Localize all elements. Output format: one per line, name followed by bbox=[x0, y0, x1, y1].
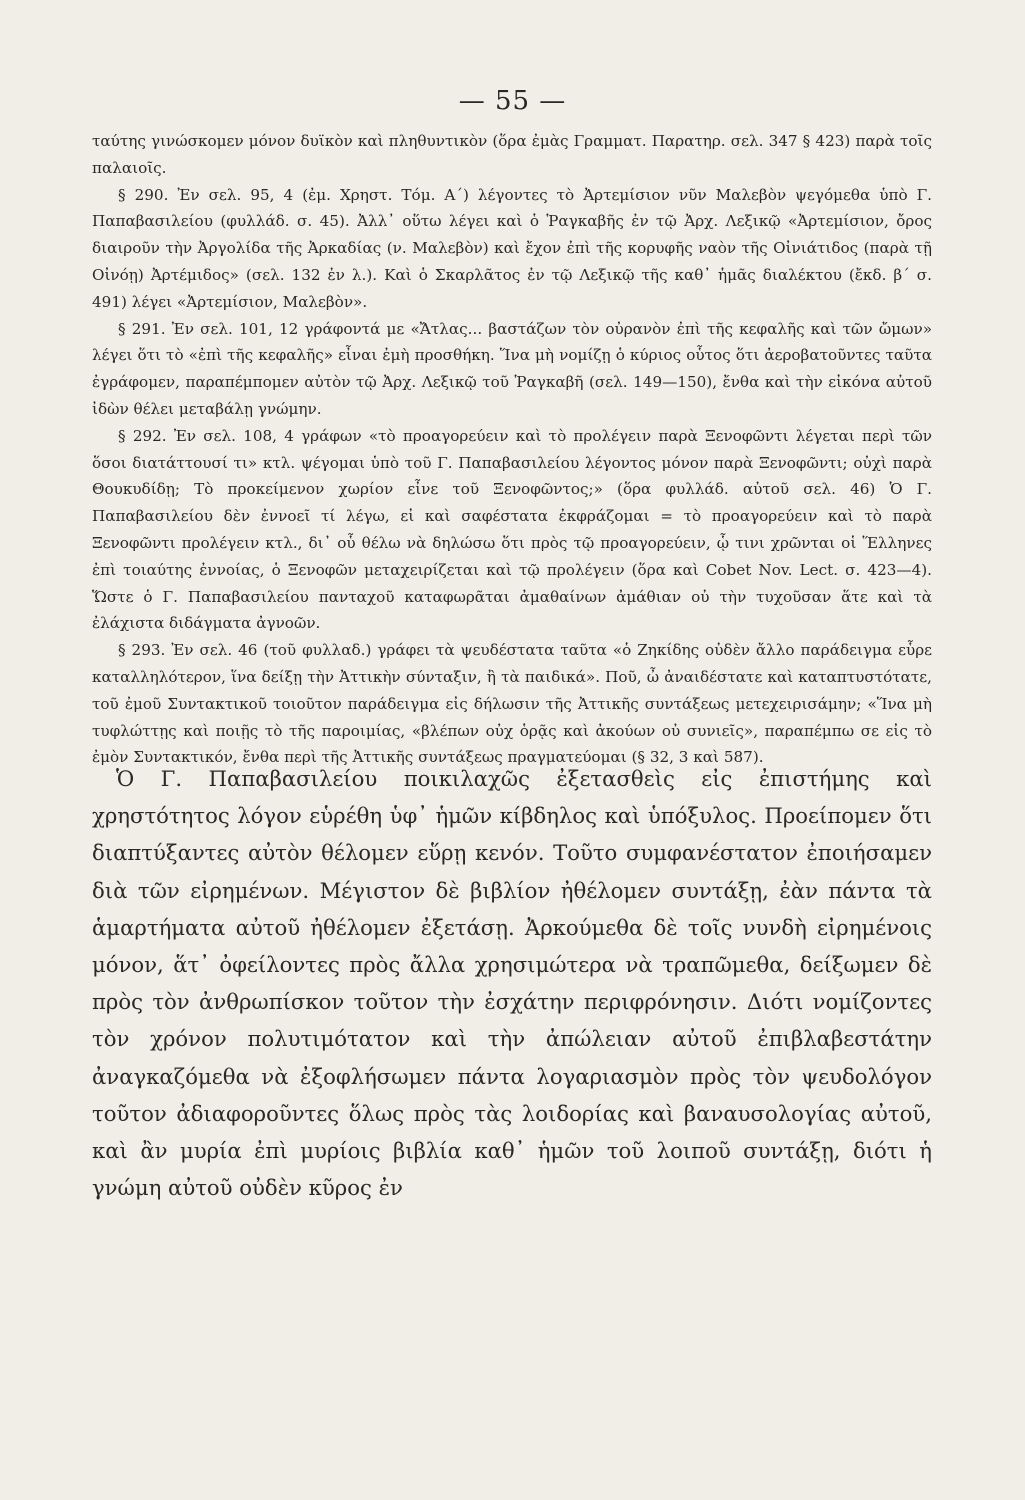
section-293: § 293. Ἐν σελ. 46 (τοῦ φυλλαδ.) γράφει τὰ ψευδέστατα ταῦτα «ὁ Ζηκίδης οὐδὲν ἄλλο παράδειγμα εὗρε καταλληλότερον, ἵνα δείξῃ τὴν Ἀττικὴν σύνταξιν, ἢ τὰ παιδικά». Ποῦ, ὦ ἀναιδέστατε καὶ καταπτυστότατε, τοῦ ἐμοῦ Συντακτικοῦ τοιοῦτον παράδειγμα εἰς δήλωσιν τῆς Ἀττικῆς συντάξεως μετεχειρισάμην; «Ἵνα μὴ τυφλώττῃς καὶ ποιῇς τὸ τῆς παροιμίας, «βλέπων οὐχ ὁρᾷς καὶ ἀκούων οὐ συνιεῖς», παραπέμπω σε εἰς τὸ ἐμὸν Συντακτικόν, ἔνθα περὶ τῆς Ἀττικῆς συντάξεως πραγματεύομαι (§ 32, 3 καὶ 587). bbox=[92, 641, 932, 767]
section-291: § 291. Ἐν σελ. 101, 12 γράφοντά με «Ἄτλας... βαστάζων τὸν οὐρανὸν ἐπὶ τῆς κεφαλῆς καὶ τῶν ὤμων» λέγει ὅτι τὸ «ἐπὶ τῆς κεφαλῆς» εἶναι ἐμὴ προσθήκη. Ἵνα μὴ νομίζῃ ὁ κύριος οὗτος ὅτι ἀεροβατοῦντες ταῦτα ἐγράφομεν, παραπέμπομεν αὐτὸν τῷ Ἀρχ. Λεξικῷ τοῦ Ῥαγκαβῆ (σελ. 149—150), ἔνθα καὶ τὴν εἰκόνα αὐτοῦ ἰδὼν θέλει μεταβάλῃ γνώμην. bbox=[92, 319, 932, 418]
conclusion-paragraph: Ὁ Γ. Παπαβασιλείου ποικιλαχῶς ἐξετασθεὶς εἰς ἐπιστήμης καὶ χρηστότητος λόγον εὑρέθη ὑφ᾽ ἡμῶν κίβδηλος καὶ ὑπόξυλος. Προείπομεν ὅτι διαπτύξαντες αὐτὸν θέλομεν εὕρῃ κενόν. Τοῦτο συμφανέστατον ἐποιήσαμεν διὰ τῶν εἰρημένων. Μέγιστον δὲ βιβλίον ἠθέλομεν συντάξῃ, ἐὰν πάντα τὰ ἁμαρτήματα αὐτοῦ ἠθέλομεν ἐξετάσῃ. Ἀρκούμεθα δὲ τοῖς νυνδὴ εἰρημένοις μόνον, ἅτ᾽ ὀφείλοντες πρὸς ἄλλα χρησιμώτερα νὰ τραπῶμεθα, δείξωμεν δὲ πρὸς τὸν ἀνθρωπίσκον τοῦτον τὴν ἐσχάτην περιφρόνησιν. Διότι νομίζοντες τὸν χρόνον πολυτιμότατον καὶ τὴν ἀπώλειαν αὐτοῦ ἐπιβλαβεστάτην ἀναγκαζόμεθα νὰ ἐξοφλήσωμεν πάντα λογαριασμὸν πρὸς τὸν ψευδολόγον τοῦτον ἀδιαφοροῦντες ὅλως πρὸς τὰς λοιδορίας καὶ βαναυσολογίας αὐτοῦ, καὶ ἂν μυρία ἐπὶ μυρίοις βιβλία καθ᾽ ἡμῶν τοῦ λοιποῦ συντάξῃ, διότι ἡ γνώμη αὐτοῦ οὐδὲν κῦρος ἐν bbox=[92, 766, 932, 1201]
section-290: § 290. Ἐν σελ. 95, 4 (ἐμ. Χρηστ. Τόμ. Α΄) λέγοντες τὸ Ἀρτεμίσιον νῦν Μαλεβὸν ψεγόμεθα ὑπὸ Γ. Παπαβασιλείου (φυλλάδ. σ. 45). Ἀλλ᾽ οὕτω λέγει καὶ ὁ Ῥαγκαβῆς ἐν τῷ Ἀρχ. Λεξικῷ «Ἀρτεμίσιον, ὄρος διαιροῦν τὴν Ἀργολίδα τῆς Ἀρκαδίας (ν. Μαλεβὸν) καὶ ἔχον ἐπὶ τῆς κορυφῆς ναὸν τῆς Οἰνιάτιδος (παρὰ τῇ Οἰνόῃ) Ἀρτέμιδος» (σελ. 132 ἐν λ.). Καὶ ὁ Σκαρλᾶτος ἐν τῷ Λεξικῷ τῆς καθ᾽ ἡμᾶς διαλέκτου (ἔκδ. β΄ σ. 491) λέγει «Ἀρτεμίσιον, Μαλεβὸν». bbox=[92, 185, 932, 311]
main-section bbox=[92, 760, 932, 1206]
notes-section bbox=[92, 128, 932, 771]
page-number: — 55 — bbox=[458, 86, 567, 116]
section-292: § 292. Ἐν σελ. 108, 4 γράφων «τὸ προαγορεύειν καὶ τὸ προλέγειν παρὰ Ξενοφῶντι λέγεται περὶ τῶν ὅσοι διατάττουσί τι» κτλ. ψέγομαι ὑπὸ τοῦ Γ. Παπαβασιλείου λέγοντος μόνον παρὰ Ξενοφῶντι; οὐχὶ παρὰ Θουκυδίδῃ; Τὸ προκείμενον χωρίον εἶνε τοῦ Ξενοφῶντος;» (ὅρα φυλλάδ. αὐτοῦ σελ. 46) Ὁ Γ. Παπαβασιλείου δὲν ἐννοεῖ τί λέγω, εἰ καὶ σαφέστατα ἐκφράζομαι = τὸ προαγορεύειν καὶ τὸ παρὰ Ξενοφῶντι προλέγειν κτλ., δι᾽ οὗ θέλω νὰ δηλώσω ὅτι πρὸς τῷ προαγορεύειν, ᾧ τινι χρῶνται οἱ Ἕλληνες ἐπὶ τοιαύτης ἐννοίας, ὁ Ξενοφῶν μεταχειρίζεται καὶ τῷ προλέγειν (ὅρα καὶ Cobet Nov. Lect. σ. 423—4). Ὥστε ὁ Γ. Παπαβασιλείου πανταχοῦ καταφωρᾶται ἀμαθαίνων ἀμάθιαν οὐ τὴν τυχοῦσαν ἅτε καὶ τὰ ἐλάχιστα διδάγματα ἀγνοῶν. bbox=[92, 426, 932, 633]
continuation-paragraph: ταύτης γινώσκομεν μόνον δυϊκὸν καὶ πληθυντικὸν (ὅρα ἐμὰς Γραμματ. Παρατηρ. σελ. 347 § 423) παρὰ τοῖς παλαιοῖς. bbox=[92, 132, 932, 177]
